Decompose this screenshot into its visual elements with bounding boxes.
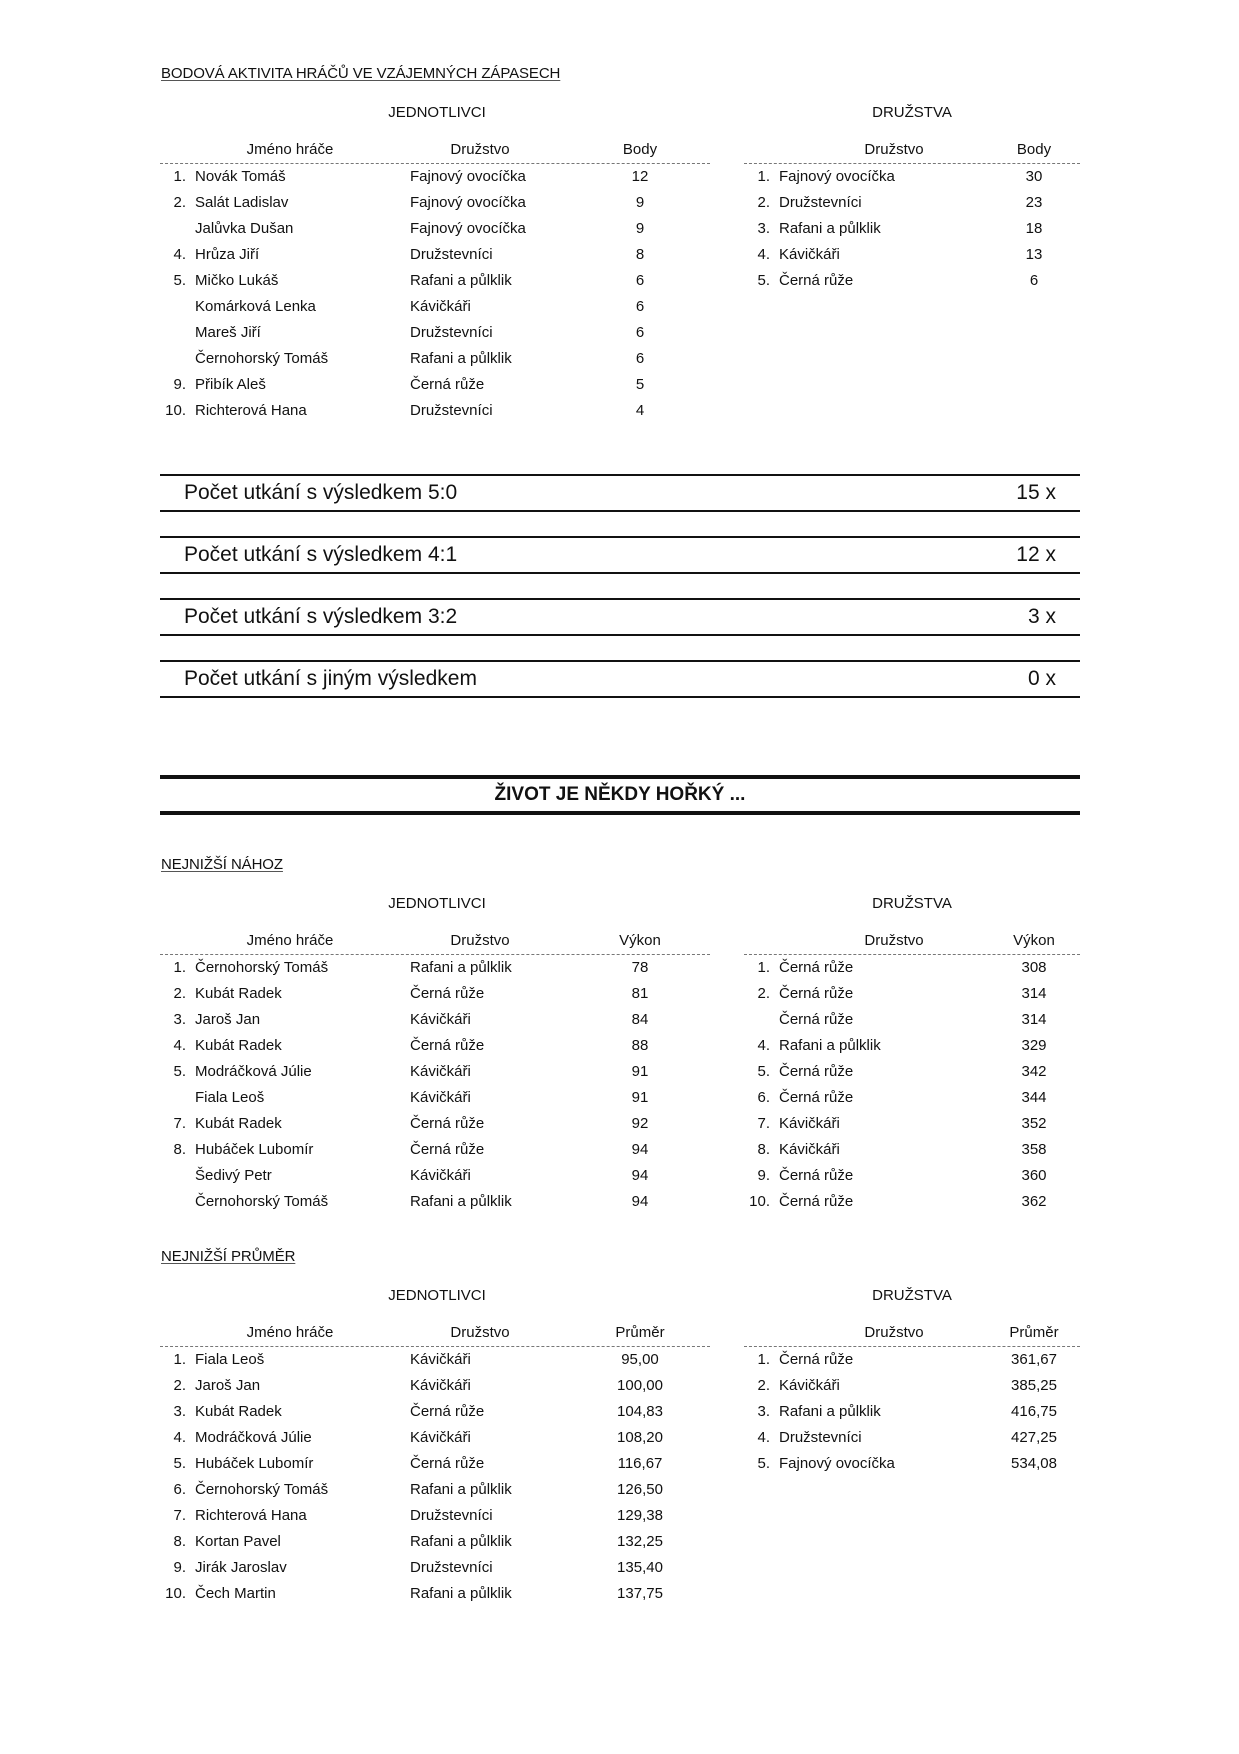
table-row [744,1347,1080,1373]
value: 100,00 [617,1377,663,1394]
teams-subtitle: DRUŽSTVA [872,104,952,121]
table-header [744,932,1080,952]
rank: 2. [173,194,186,211]
rank: 3. [757,220,770,237]
player-name: Novák Tomáš [195,168,286,185]
table-row [744,190,1080,216]
table-row [160,268,710,294]
rank: 6. [173,1481,186,1498]
player-name: Jaroš Jan [195,1377,261,1394]
rank: 8. [757,1141,770,1158]
value: 92 [631,1115,649,1132]
value: 104,83 [617,1403,663,1420]
value: 78 [631,959,649,976]
value: 135,40 [617,1559,663,1576]
value: 6 [635,272,645,289]
table-row [744,1137,1080,1163]
table-row [160,346,710,372]
table-row [160,1033,710,1059]
table-row [744,1033,1080,1059]
table-row [160,1451,710,1477]
value: 360 [1021,1167,1047,1184]
value: 6 [1029,272,1039,289]
rank: 7. [757,1115,770,1132]
team-name: Kávičkáři [410,1377,471,1394]
column-header-value: Průměr [615,1324,665,1341]
player-name: Černohorský Tomáš [195,350,329,367]
rank: 1. [757,1351,770,1368]
rank: 1. [757,168,770,185]
rank: 3. [173,1403,186,1420]
team-name: Rafani a půlklik [779,220,881,237]
value: 5 [635,376,645,393]
team-name: Družstevníci [410,1507,493,1524]
team-name: Družstevníci [410,246,493,263]
team-name: Družstevníci [410,402,493,419]
table-row [160,372,710,398]
result-row [160,536,1080,574]
player-name: Černohorský Tomáš [195,1193,329,1210]
table-row [160,1111,710,1137]
player-name: Přibík Aleš [195,376,266,393]
table-row [744,268,1080,294]
value: 9 [635,194,645,211]
table-row [160,216,710,242]
rank: 3. [757,1403,770,1420]
rank: 1. [757,959,770,976]
rank: 2. [757,985,770,1002]
player-name: Komárková Lenka [195,298,316,315]
team-name: Kávičkáři [410,1167,471,1184]
value: 12 [631,168,649,185]
team-name: Černá růže [779,272,854,289]
rank: 9. [173,1559,186,1576]
team-name: Černá růže [410,1115,485,1132]
team-name: Černá růže [410,1403,485,1420]
value: 314 [1021,985,1047,1002]
rank: 5. [173,272,186,289]
column-header-team: Družstvo [864,932,924,949]
result-label: Počet utkání s výsledkem 3:2 [184,605,458,628]
table-row [160,1163,710,1189]
team-name: Černá růže [779,985,854,1002]
player-name: Mareš Jiří [195,324,261,341]
table-row [160,1477,710,1503]
rank: 10. [165,402,186,419]
result-row [160,598,1080,636]
team-name: Rafani a půlklik [410,272,512,289]
lowest-throw-teams-table [744,932,1080,1215]
value: 6 [635,324,645,341]
rank: 9. [173,376,186,393]
value: 30 [1025,168,1043,185]
player-name: Jalůvka Dušan [195,220,294,237]
table-row [744,1451,1080,1477]
table-row [744,981,1080,1007]
section-band-heading: ŽIVOT JE NĚKDY HOŘKÝ ... [160,775,1080,815]
value: 94 [631,1141,649,1158]
value: 534,08 [1011,1455,1057,1472]
table-row [160,1373,710,1399]
table-row [744,1059,1080,1085]
table-row [160,242,710,268]
result-count: 15 x [1016,481,1056,504]
rank: 10. [749,1193,770,1210]
column-header-player: Jméno hráče [246,141,334,158]
team-name: Černá růže [779,1351,854,1368]
rank: 3. [173,1011,186,1028]
value: 344 [1021,1089,1047,1106]
player-name: Jaroš Jan [195,1011,261,1028]
table-row [744,1373,1080,1399]
value: 132,25 [617,1533,663,1550]
value: 308 [1021,959,1047,976]
table-header [744,141,1080,161]
column-header-team: Družstvo [450,141,510,158]
player-name: Kubát Radek [195,1403,282,1420]
table-row [160,294,710,320]
column-header-value: Průměr [1009,1324,1059,1341]
rank: 5. [173,1455,186,1472]
value: 361,67 [1011,1351,1057,1368]
rank: 1. [173,959,186,976]
player-name: Richterová Hana [195,402,307,419]
result-row [160,474,1080,512]
result-count: 12 x [1016,543,1056,566]
value: 6 [635,298,645,315]
column-header-value: Body [622,141,658,158]
result-label: Počet utkání s výsledkem 4:1 [184,543,458,566]
value: 342 [1021,1063,1047,1080]
team-name: Černá růže [779,959,854,976]
player-name: Fiala Leoš [195,1089,265,1106]
rank: 2. [757,1377,770,1394]
table-row [160,1425,710,1451]
table-row [744,216,1080,242]
table-row [744,955,1080,981]
value: 116,67 [617,1455,663,1472]
value: 91 [631,1063,649,1080]
player-name: Čech Martin [195,1585,276,1602]
team-name: Kávičkáři [410,1429,471,1446]
value: 95,00 [621,1351,659,1368]
table-row [160,1007,710,1033]
value: 91 [631,1089,649,1106]
rank: 2. [173,985,186,1002]
value: 88 [631,1037,649,1054]
player-name: Kubát Radek [195,1037,282,1054]
rank: 4. [173,1037,186,1054]
table-row [160,1347,710,1373]
value: 108,20 [617,1429,663,1446]
table-row [160,190,710,216]
value: 23 [1025,194,1043,211]
team-name: Rafani a půlklik [410,350,512,367]
team-name: Černá růže [410,1037,485,1054]
table-row [744,242,1080,268]
rank: 9. [757,1167,770,1184]
value: 362 [1021,1193,1047,1210]
team-name: Kávičkáři [410,1351,471,1368]
team-name: Fajnový ovocíčka [410,168,526,185]
table-header [160,932,710,952]
rank: 7. [173,1507,186,1524]
team-name: Družstevníci [410,324,493,341]
rank: 7. [173,1115,186,1132]
team-name: Fajnový ovocíčka [410,220,526,237]
team-name: Kávičkáři [410,1089,471,1106]
rank: 5. [757,1455,770,1472]
table-header [744,1324,1080,1344]
team-name: Rafani a půlklik [410,1585,512,1602]
value: 18 [1025,220,1043,237]
table-row [160,955,710,981]
table-row [160,1059,710,1085]
player-name: Modráčková Júlie [195,1063,312,1080]
table-header [160,141,710,161]
rank: 4. [757,1037,770,1054]
value: 416,75 [1011,1403,1057,1420]
rank: 1. [173,1351,186,1368]
table-row [744,1399,1080,1425]
value: 9 [635,220,645,237]
team-name: Rafani a půlklik [410,1193,512,1210]
points-individuals-table [160,141,710,424]
column-header-value: Výkon [1013,932,1055,949]
lowest-throw-individuals-table [160,932,710,1215]
team-name: Kávičkáři [410,298,471,315]
rank: 6. [757,1089,770,1106]
table-row [160,398,710,424]
team-name: Černá růže [410,1455,485,1472]
value: 94 [631,1167,649,1184]
team-name: Černá růže [779,1193,854,1210]
result-label: Počet utkání s jiným výsledkem [184,667,477,690]
table-row [160,1189,710,1215]
section-title-lowest-throw: NEJNIŽŠÍ NÁHOZ [161,856,283,873]
team-name: Družstevníci [779,1429,862,1446]
table-row [744,1163,1080,1189]
player-name: Kubát Radek [195,1115,282,1132]
table-row [744,164,1080,190]
team-name: Rafani a půlklik [779,1037,881,1054]
teams-subtitle: DRUŽSTVA [872,895,952,912]
column-header-player: Jméno hráče [246,932,334,949]
team-name: Fajnový ovocíčka [779,1455,895,1472]
table-header [160,1324,710,1344]
player-name: Jirák Jaroslav [195,1559,287,1576]
rank: 2. [757,194,770,211]
table-row [160,1137,710,1163]
team-name: Černá růže [410,1141,485,1158]
table-row [160,1529,710,1555]
value: 129,38 [617,1507,663,1524]
lowest-average-individuals-table [160,1324,710,1607]
player-name: Hubáček Lubomír [195,1455,314,1472]
table-row [744,1111,1080,1137]
rank: 4. [757,1429,770,1446]
team-name: Kávičkáři [410,1063,471,1080]
rank: 8. [173,1141,186,1158]
team-name: Kávičkáři [779,1115,840,1132]
value: 385,25 [1011,1377,1057,1394]
team-name: Rafani a půlklik [410,959,512,976]
column-header-value: Body [1016,141,1052,158]
team-name: Rafani a půlklik [410,1481,512,1498]
table-row [160,320,710,346]
section-title-lowest-average: NEJNIŽŠÍ PRŮMĚR [161,1248,296,1265]
team-name: Fajnový ovocíčka [779,168,895,185]
table-row [160,1581,710,1607]
value: 94 [631,1193,649,1210]
team-name: Fajnový ovocíčka [410,194,526,211]
rank: 2. [173,1377,186,1394]
player-name: Modráčková Júlie [195,1429,312,1446]
table-row [744,1425,1080,1451]
individuals-subtitle: JEDNOTLIVCI [388,104,486,121]
rank: 5. [173,1063,186,1080]
table-row [160,164,710,190]
team-name: Rafani a půlklik [779,1403,881,1420]
table-row [744,1085,1080,1111]
result-count: 3 x [1027,605,1056,628]
player-name: Šedivý Petr [195,1167,272,1184]
table-row [160,981,710,1007]
player-name: Mičko Lukáš [195,272,279,289]
column-header-value: Výkon [619,932,661,949]
player-name: Hrůza Jiří [195,246,260,263]
player-name: Salát Ladislav [195,194,289,211]
column-header-team: Družstvo [450,1324,510,1341]
player-name: Richterová Hana [195,1507,307,1524]
player-name: Kubát Radek [195,985,282,1002]
value: 84 [631,1011,649,1028]
rank: 4. [173,1429,186,1446]
rank: 5. [757,272,770,289]
teams-subtitle: DRUŽSTVA [872,1287,952,1304]
team-name: Družstevníci [410,1559,493,1576]
rank: 5. [757,1063,770,1080]
rank: 10. [165,1585,186,1602]
team-name: Černá růže [410,376,485,393]
team-name: Černá růže [779,1063,854,1080]
value: 126,50 [617,1481,663,1498]
table-row [160,1555,710,1581]
team-name: Černá růže [779,1011,854,1028]
rank: 1. [173,168,186,185]
value: 314 [1021,1011,1047,1028]
team-name: Kávičkáři [410,1011,471,1028]
result-label: Počet utkání s výsledkem 5:0 [184,481,458,504]
player-name: Černohorský Tomáš [195,959,329,976]
column-header-player: Jméno hráče [246,1324,334,1341]
team-name: Družstevníci [779,194,862,211]
column-header-team: Družstvo [864,1324,924,1341]
value: 13 [1025,246,1043,263]
team-name: Kávičkáři [779,246,840,263]
rank: 8. [173,1533,186,1550]
team-name: Černá růže [779,1167,854,1184]
value: 81 [631,985,649,1002]
player-name: Kortan Pavel [195,1533,281,1550]
column-header-team: Družstvo [864,141,924,158]
player-name: Fiala Leoš [195,1351,265,1368]
team-name: Kávičkáři [779,1141,840,1158]
individuals-subtitle: JEDNOTLIVCI [388,895,486,912]
table-row [160,1399,710,1425]
table-row [744,1189,1080,1215]
team-name: Černá růže [779,1089,854,1106]
result-row [160,660,1080,698]
value: 137,75 [617,1585,663,1602]
table-row [744,1007,1080,1033]
value: 358 [1021,1141,1047,1158]
value: 427,25 [1011,1429,1057,1446]
team-name: Kávičkáři [779,1377,840,1394]
result-count: 0 x [1027,667,1056,690]
rank: 4. [173,246,186,263]
individuals-subtitle: JEDNOTLIVCI [388,1287,486,1304]
rank: 4. [757,246,770,263]
team-name: Rafani a půlklik [410,1533,512,1550]
points-teams-table [744,141,1080,294]
value: 6 [635,350,645,367]
table-row [160,1503,710,1529]
section-title-points: BODOVÁ AKTIVITA HRÁČŮ VE VZÁJEMNÝCH ZÁPASECH [161,65,561,82]
value: 8 [635,246,645,263]
table-row [160,1085,710,1111]
team-name: Černá růže [410,985,485,1002]
value: 4 [635,402,645,419]
lowest-average-teams-table [744,1324,1080,1477]
value: 329 [1021,1037,1047,1054]
player-name: Černohorský Tomáš [195,1481,329,1498]
value: 352 [1021,1115,1047,1132]
player-name: Hubáček Lubomír [195,1141,314,1158]
column-header-team: Družstvo [450,932,510,949]
